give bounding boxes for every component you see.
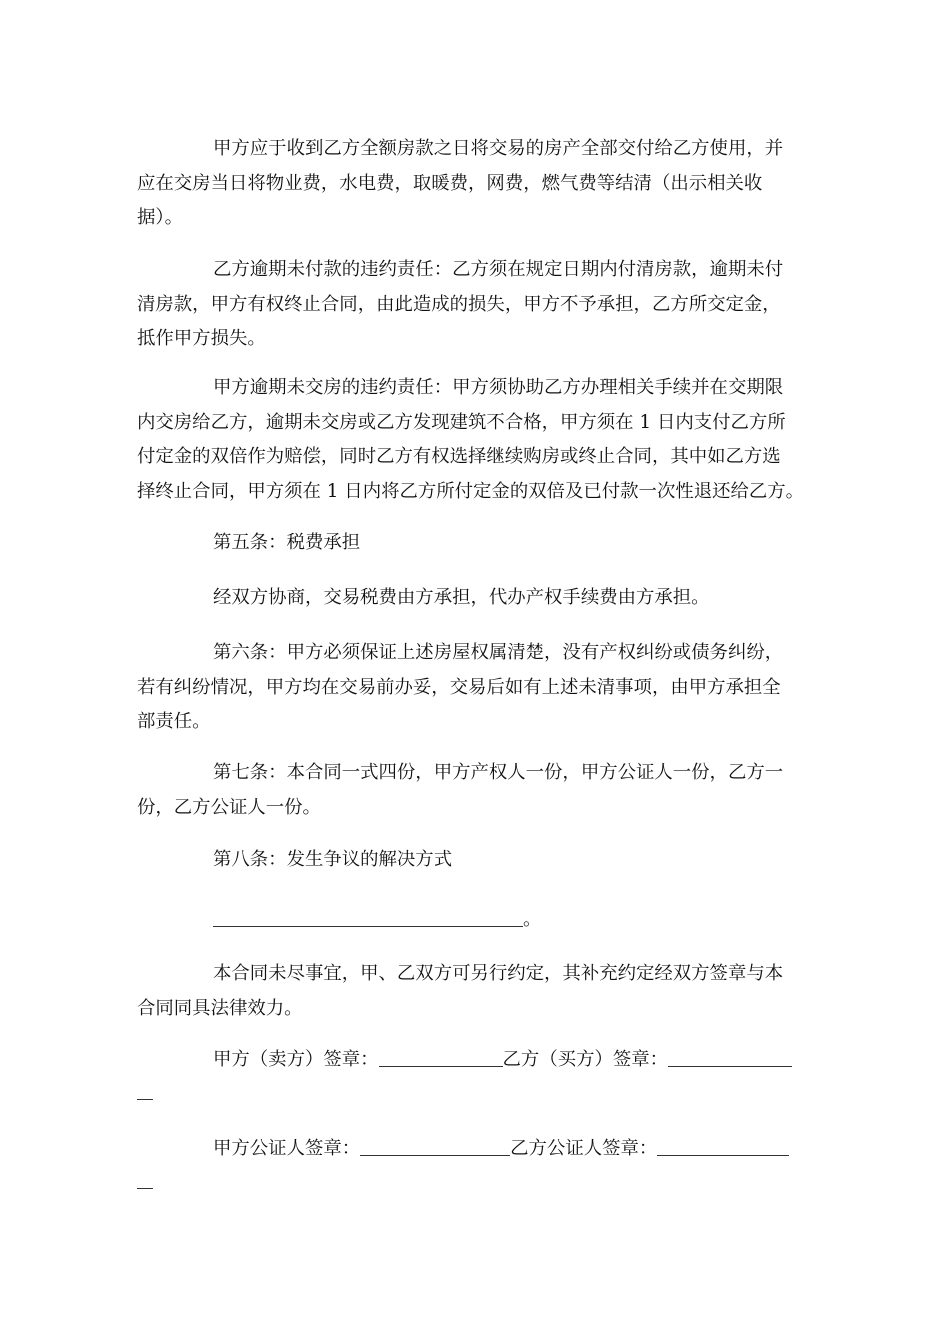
blank-continuation [137,1085,153,1100]
buyer-notary-blank[interactable] [657,1135,789,1156]
dispute-resolution-blank [137,903,817,938]
article-5-content [137,581,817,616]
text-line: 抵作甲方损失。 [137,328,266,349]
buyer-signature-label: 乙方（买方）签章： [502,1049,669,1070]
text-line: 第五条：税费承担 [213,532,361,553]
text-line [137,903,817,938]
article-7 [137,756,817,825]
text-line: 本合同未尽事宜，甲、乙双方可另行约定，其补充约定经双方签章与本 [213,963,784,984]
text-line: 甲方应于收到乙方全额房款之日将交易的房产全部交付给乙方使用，并 [213,138,784,159]
text-line: 第六条：甲方必须保证上述房屋权属清楚，没有产权纠纷或债务纠纷， [213,642,784,663]
paragraph-delivery [137,132,817,236]
text-line: 乙方逾期未付款的违约责任：乙方须在规定日期内付清房款，逾期未付 [213,259,784,280]
text-line: 经双方协商，交易税费由方承担，代办产权手续费由方承担。 [213,587,710,608]
paragraph-seller-breach [137,371,817,509]
notary-signatures [137,1132,817,1201]
text-line: 第七条：本合同一式四份，甲方产权人一份，甲方公证人一份，乙方一 [213,762,784,783]
supplementary-clause [137,957,817,1026]
text-line: 份，乙方公证人一份。 [137,796,321,818]
paragraph-buyer-breach [137,253,817,357]
text-line: 付定金的双倍作为赔偿，同时乙方有权选择继续购房或终止合同，其中如乙方选 [137,446,781,467]
fill-in-blank[interactable] [213,906,523,927]
party-signatures [137,1043,817,1112]
blank-continuation [137,1174,153,1189]
text-line [137,1132,817,1167]
text-line: 第八条：发生争议的解决方式 [213,849,453,870]
text-line: 若有纠纷情况，甲方均在交易前办妥，交易后如有上述未清事项，由甲方承担全 [137,676,781,698]
seller-notary-label: 甲方公证人签章： [213,1138,361,1159]
article-8-heading [137,843,817,878]
buyer-notary-label: 乙方公证人签章： [510,1138,658,1159]
period-mark: 。 [523,909,542,930]
text-line: 据）。 [137,207,183,228]
text-line: 应在交房当日将物业费，水电费，取暖费，网费，燃气费等结清（出示相关收 [137,172,763,194]
text-line: 合同同具法律效力。 [137,997,303,1019]
text-line: 部责任。 [137,711,211,732]
text-line: 甲方逾期未交房的违约责任：甲方须协助乙方办理相关手续并在交期限 [213,377,784,398]
seller-signature-label: 甲方（卖方）签章： [213,1049,379,1070]
article-5-heading [137,526,817,561]
text-line: 清房款，甲方有权终止合同，由此造成的损失，甲方不予承担，乙方所交定金， [137,293,781,315]
text-line: 内交房给乙方，逾期未交房或乙方发现建筑不合格，甲方须在 1 日内支付乙方所 [137,411,786,433]
seller-signature-blank[interactable] [379,1046,503,1067]
seller-notary-blank[interactable] [360,1135,510,1156]
text-line [137,1043,817,1078]
text-line [137,1167,817,1202]
buyer-signature-blank[interactable] [668,1046,792,1067]
article-6 [137,636,817,740]
text-line: 择终止合同，甲方须在 1 日内将乙方所付定金的双倍及已付款一次性退还给乙方。 [137,480,805,502]
text-line [137,1078,817,1113]
